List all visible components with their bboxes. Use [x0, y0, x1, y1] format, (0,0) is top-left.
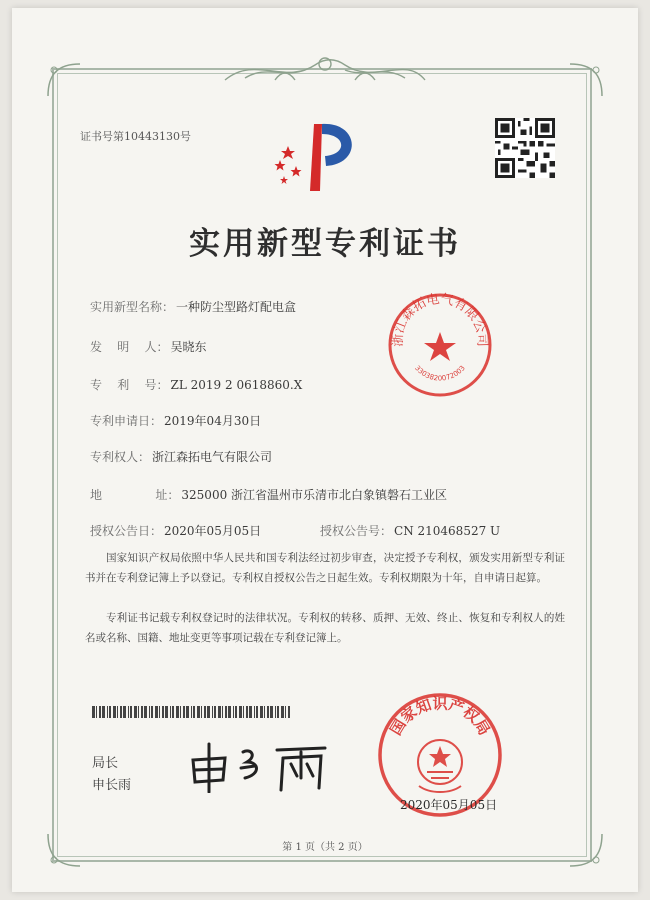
- director-signature-icon: [185, 738, 335, 793]
- filing-date-label: 专利申请日：: [90, 414, 163, 428]
- notice-paragraph-1: 国家知识产权局依照中华人民共和国专利法经过初步审查，决定授予专利权，颁发实用新型专利证书并在专利登记簿上予以登记。专利权自授权公告之日起生效。专利权期限为十年，自申请日起算。: [85, 552, 565, 584]
- utility-model-name-label: 实用新型名称：: [90, 300, 175, 314]
- patentee-label: 专利权人：: [90, 450, 151, 464]
- certificate-number: 证书号第10443130号: [80, 130, 191, 143]
- top-ornament-icon: [215, 50, 435, 90]
- issue-date: 2020年05月05日: [400, 798, 498, 812]
- patentee-value: 浙江森拓电气有限公司: [152, 450, 273, 464]
- patent-number-value: ZL 2019 2 0618860.X: [170, 378, 303, 392]
- patent-number-label: 专 利 号：: [90, 378, 169, 392]
- filing-date-row: [90, 412, 261, 429]
- director-name: 申长雨: [92, 778, 132, 793]
- grant-date-value: 2020年05月05日: [164, 524, 262, 538]
- director-title: 局长: [92, 756, 119, 771]
- grant-number-row: [320, 522, 500, 539]
- grant-number-value: CN 210468527 U: [394, 524, 501, 538]
- patent-number-row: [90, 376, 302, 393]
- address-value: 325000 浙江省温州市乐清市北白象镇磐石工业区: [181, 488, 448, 502]
- inventor-value: 吴晓东: [170, 340, 207, 354]
- utility-model-name-row: [90, 298, 296, 315]
- grant-number-label: 授权公告号：: [320, 524, 393, 538]
- inventor-row: [90, 338, 207, 355]
- patent-office-logo-icon: [270, 116, 370, 196]
- office-seal-text: 国家知识产权局: [386, 694, 494, 739]
- qr-code-icon: [495, 118, 555, 178]
- company-seal-icon: [385, 290, 495, 400]
- inventor-label: 发 明 人：: [90, 340, 169, 354]
- corner-ornament-icon: [44, 60, 84, 100]
- company-seal-text: 浙江森拓电气有限公司: [390, 291, 490, 348]
- certificate-title: 实用新型专利证书: [189, 226, 461, 262]
- corner-ornament-icon: [566, 60, 606, 100]
- page-number: 第 1 页（共 2 页）: [282, 842, 368, 853]
- patentee-row: [90, 448, 272, 465]
- filing-date-value: 2019年04月30日: [164, 414, 262, 428]
- barcode-icon: [92, 706, 292, 718]
- address-label: 地 址：: [90, 488, 180, 502]
- company-seal-code: 3303820072003: [413, 364, 467, 383]
- grant-date-label: 授权公告日：: [90, 524, 163, 538]
- address-row: [90, 486, 447, 503]
- grant-date-row: [90, 522, 261, 539]
- utility-model-name-value: 一种防尘型路灯配电盒: [176, 300, 297, 314]
- notice-paragraph-2: 专利证书记载专利权登记时的法律状况。专利权的转移、质押、无效、终止、恢复和专利权人的姓名或名称、国籍、地址变更等事项记载在专利登记簿上。: [85, 612, 565, 644]
